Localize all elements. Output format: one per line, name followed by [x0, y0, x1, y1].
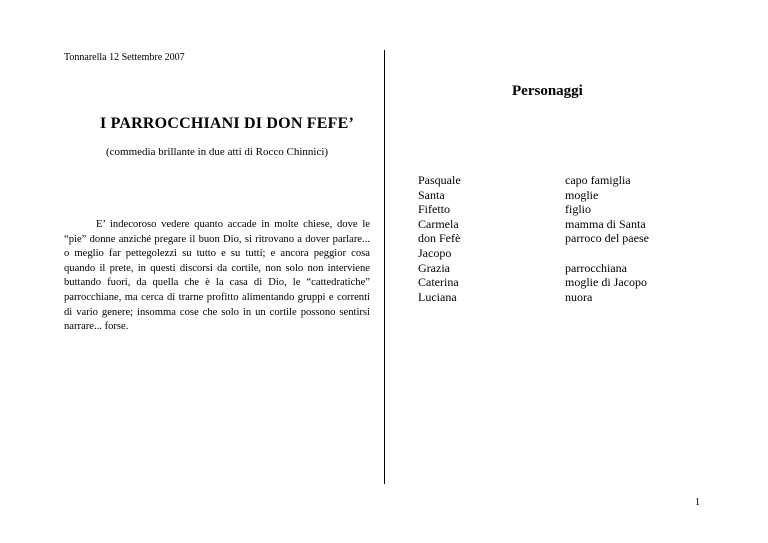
character-name: Carmela [418, 216, 459, 231]
character-role: figlio [565, 202, 591, 217]
page-number: 1 [695, 497, 700, 508]
play-title: I PARROCCHIANI DI DON FEFE’ [100, 115, 354, 132]
character-role: capo famiglia [565, 173, 631, 187]
character-role: moglie di Jacopo [565, 275, 647, 290]
character-role: parroco del paese [565, 231, 649, 246]
character-role: parrocchiana [565, 260, 627, 275]
character-role: moglie [565, 187, 599, 202]
character-name: Pasquale [418, 173, 461, 187]
character-name: Caterina [418, 275, 459, 290]
character-name: Santa [418, 187, 445, 202]
character-names [418, 173, 461, 304]
character-roles [565, 173, 649, 304]
character-name: Fifetto [418, 202, 450, 217]
intro-paragraph: E’ indecoroso vedere quanto accade in molte chiese, dove le “pie” donne anziché pregare il buon Dio, si ritrovano a dover parlare... o meglio far pettegolezzi su tutto e su tutti; e ancora peggior cosa quando il prete, in questi discorsi da cortile, non solo non interviene buttando fuori, da quella che è la casa di Dio, le “cattedratiche” parrocchiane, ma cerca di trarne profitto alimentando gruppi e correnti di vario genere; insomma cose che solo in un cortile possono sentirsi narrare... forse. [64, 219, 370, 333]
character-name: don Fefè [418, 231, 461, 246]
page-divider [384, 50, 385, 484]
character-name: Luciana [418, 289, 457, 304]
character-name: Grazia [418, 260, 450, 275]
document-date: Tonnarella 12 Settembre 2007 [64, 52, 185, 63]
character-role: mamma di Santa [565, 216, 646, 231]
character-role: nuora [565, 289, 593, 304]
cast-heading: Personaggi [512, 83, 583, 99]
character-name: Jacopo [418, 245, 452, 260]
character-role [565, 246, 649, 261]
play-subtitle: (commedia brillante in due atti di Rocco Chinnici) [106, 146, 329, 158]
